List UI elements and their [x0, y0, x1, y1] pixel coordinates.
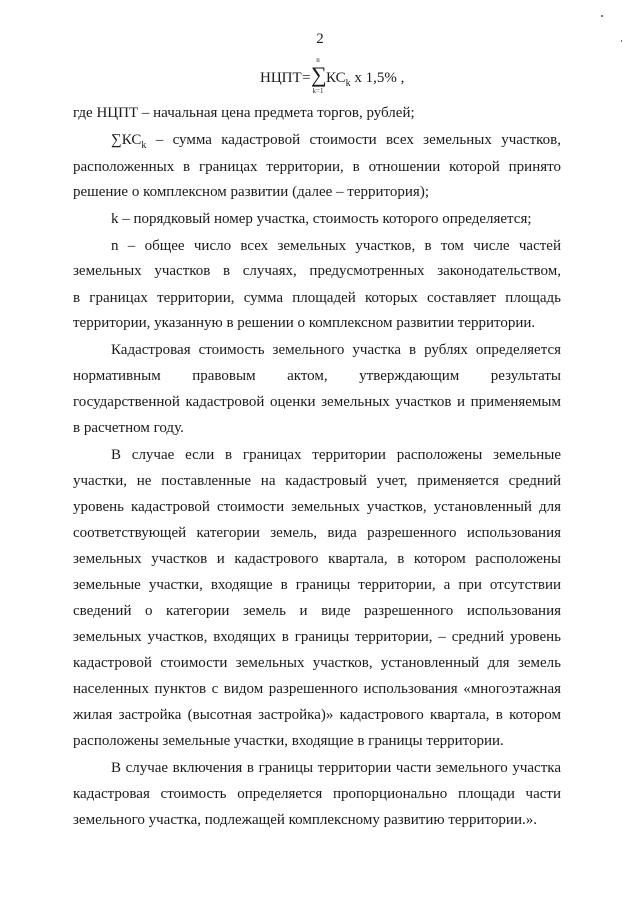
text-line: решение о комплексном развитии (далее – территория); — [73, 184, 429, 200]
summation-upper-limit: n — [316, 56, 320, 64]
text-line: n – общее число всех земельных участков, в том числе частей — [111, 238, 561, 254]
text-line: Кадастровая стоимость земельного участка в рублях определяется — [111, 342, 561, 358]
text-line: участки, не поставленные на кадастровый учет, применяется средний — [73, 473, 561, 489]
formula-rhs — [326, 70, 404, 89]
text-line: в границах территории, сумма площадей которых составляет площадь — [73, 290, 561, 306]
text-line: В случае если в границах территории расположены земельные — [111, 447, 561, 463]
page-number: 2 — [316, 31, 324, 47]
text-line: сведений о категории земель и виде разрешенного использования — [73, 603, 561, 619]
text-line: кадастровая стоимость определяется пропорционально площади части — [73, 786, 561, 802]
scan-speck — [601, 15, 603, 17]
text-line: уровень кадастровой стоимости земельных участков, установленный для — [73, 499, 561, 515]
scan-speck — [621, 40, 622, 42]
text-line: в расчетном году. — [73, 420, 184, 436]
text-line: k – порядковый номер участка, стоимость которого определяется; — [111, 211, 532, 227]
summation-lower-limit: k=1 — [312, 87, 324, 95]
text-line: государственной кадастровой оценки земельных участков и применяемым — [73, 394, 561, 410]
text-line: земельных участков в случаях, предусмотренных законодательством, — [73, 263, 561, 279]
formula-rhs-subscript: k — [345, 78, 351, 89]
text-fragment: – сумма кадастровой стоимости всех земельных участков, — [146, 132, 561, 148]
text-subscript: k — [141, 140, 147, 151]
text-fragment: ∑КС — [111, 132, 142, 148]
text-line: земельные участки, входящие в границы территории, а при отсутствии — [73, 577, 561, 593]
text-line: жилая застройка (высотная застройка)» кадастрового квартала, в котором — [73, 707, 561, 723]
summation-sigma: ∑ — [311, 62, 327, 87]
formula-rhs-tail: x 1,5% , — [350, 70, 405, 86]
text-line: где НЦПТ – начальная цена предмета торгов, рублей; — [73, 105, 415, 121]
text-line — [111, 131, 561, 149]
text-line: территории, указанную в решении о комплексном развитии территории. — [73, 315, 536, 331]
text-line: кадастровой стоимости земельных участков, установленный для земель — [73, 655, 561, 671]
text-line: населенных пунктов с видом разрешенного использования «многоэтажная — [73, 681, 561, 697]
text-line: В случае включения в границы территории части земельного участка — [111, 760, 561, 776]
text-line: расположенных в границах территории, в отношении которой принято — [73, 159, 561, 175]
text-line: расположены земельные участки, входящие в границы территории. — [73, 733, 504, 749]
text-line: нормативным правовым актом, утверждающим результаты — [73, 368, 561, 384]
text-line: земельных участков, входящих в границы территории, – средний уровень — [73, 629, 561, 645]
text-line: земельных участков и кадастрового квартала, в котором расположены — [73, 551, 561, 567]
formula-rhs-main: КС — [326, 70, 346, 86]
formula-equals: = — [302, 70, 311, 86]
text-line: земельного участка, подлежащей комплексному развитию территории.». — [73, 812, 537, 828]
text-line: соответствующей категории земель, вида разрешенного использования — [73, 525, 561, 541]
formula-lhs: НЦПТ — [260, 70, 302, 86]
